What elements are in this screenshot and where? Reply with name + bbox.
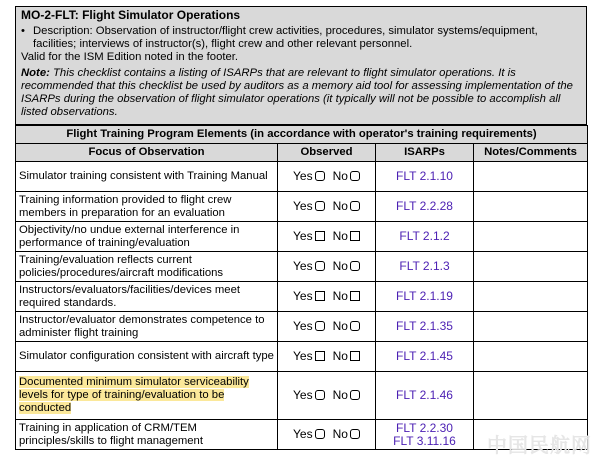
yes-label: Yes [293,289,313,303]
yes-checkbox[interactable] [315,261,325,271]
focus-text: Instructor/evaluator demonstrates competence to administer flight training [19,313,265,339]
watermark: 中国民航网 [487,435,592,457]
table-row [16,372,588,420]
yes-label: Yes [293,229,313,243]
description-text: Description: Observation of instructor/flight crew activities, procedures, simulator systems/equipment, facilities; interviews of instructor(s), flight crew and other relevant personnel. [33,25,538,50]
observed-cell [278,312,376,342]
note [21,67,581,119]
no-checkbox[interactable] [350,351,360,361]
description-item [21,25,581,51]
notes-cell[interactable] [474,372,588,420]
bullet-icon: • [21,25,25,37]
focus-cell [16,282,278,312]
no-checkbox[interactable] [350,390,360,400]
table-row [16,192,588,222]
yes-label: Yes [293,169,313,183]
column-header-focus: Focus of Observation [16,144,278,162]
yes-checkbox[interactable] [315,429,325,439]
isarp-cell [376,252,474,282]
isarp-cell [376,372,474,420]
notes-cell[interactable] [474,282,588,312]
focus-cell [16,252,278,282]
table-row [16,342,588,372]
yes-label: Yes [293,319,313,333]
focus-cell [16,420,278,450]
no-checkbox[interactable] [350,231,360,241]
observed-cell [278,420,376,450]
no-checkbox[interactable] [350,261,360,271]
yes-checkbox[interactable] [315,390,325,400]
section-title: Flight Training Program Elements (in accordance with operator's training requirements) [16,126,588,144]
note-text: This checklist contains a listing of ISARPs that are relevant to flight simulator operations. It is recommended that this checklist be used by auditors as a memory aid tool for assessing implementation of the ISARPs during the observation of flight simulator operations (it typically will not be possible to accomplish all listed observations. [21,67,573,118]
focus-text: Training/evaluation reflects current policies/procedures/aircraft modifications [19,253,224,279]
isarp-cell [376,192,474,222]
notes-cell[interactable] [474,342,588,372]
yes-checkbox[interactable] [315,171,325,181]
observed-cell [278,342,376,372]
isarp-reference[interactable]: FLT 2.2.30 FLT 3.11.16 [393,420,456,448]
yes-label: Yes [293,427,313,441]
checklist-header [15,6,587,125]
isarp-reference[interactable]: FLT 2.1.3 [399,259,450,273]
isarp-reference[interactable]: FLT 2.1.19 [396,289,453,303]
isarp-cell [376,420,474,450]
isarp-reference[interactable]: FLT 2.1.2 [399,229,450,243]
observed-cell [278,252,376,282]
isarp-reference[interactable]: FLT 2.2.28 [396,199,453,213]
no-label: No [332,199,348,213]
focus-cell [16,162,278,192]
focus-text: Simulator configuration consistent with aircraft type [19,350,274,362]
observed-cell [278,192,376,222]
yes-label: Yes [293,259,313,273]
table-row [16,252,588,282]
isarp-cell [376,312,474,342]
no-checkbox[interactable] [350,291,360,301]
focus-text: Documented minimum simulator serviceability levels for type of training/evaluation to be conducted [19,376,249,414]
notes-cell[interactable] [474,192,588,222]
yes-label: Yes [293,199,313,213]
focus-cell [16,312,278,342]
focus-text: Training in application of CRM/TEM principles/skills to flight management [19,421,203,447]
column-header-observed: Observed [278,144,376,162]
no-label: No [332,169,348,183]
focus-cell [16,372,278,420]
no-label: No [332,259,348,273]
notes-cell[interactable] [474,222,588,252]
no-label: No [332,289,348,303]
observed-cell [278,222,376,252]
no-checkbox[interactable] [350,429,360,439]
note-label: Note: [21,67,50,79]
column-header-notes: Notes/Comments [474,144,588,162]
isarp-cell [376,222,474,252]
table-row [16,312,588,342]
no-checkbox[interactable] [350,321,360,331]
no-label: No [332,427,348,441]
notes-cell[interactable] [474,252,588,282]
no-label: No [332,319,348,333]
table-row [16,162,588,192]
checklist-title: MO-2-FLT: Flight Simulator Operations [21,8,241,22]
isarp-reference[interactable]: FLT 2.1.10 [396,169,453,183]
isarp-cell [376,282,474,312]
yes-label: Yes [293,388,313,402]
focus-text: Instructors/evaluators/facilities/devices meet required standards. [19,283,241,309]
yes-label: Yes [293,349,313,363]
validity-text: Valid for the ISM Edition noted in the footer. [21,51,239,63]
isarp-reference[interactable]: FLT 2.1.35 [396,319,453,333]
no-checkbox[interactable] [350,201,360,211]
focus-cell [16,342,278,372]
isarp-cell [376,162,474,192]
notes-cell[interactable] [474,312,588,342]
focus-cell [16,222,278,252]
focus-cell [16,192,278,222]
observed-cell [278,162,376,192]
yes-checkbox[interactable] [315,231,325,241]
focus-text: Training information provided to flight crew members in preparation for an evaluation [19,193,232,219]
observation-table [15,125,588,450]
focus-text: Simulator training consistent with Training Manual [19,170,268,182]
notes-cell[interactable] [474,162,588,192]
column-header-isarps: ISARPs [376,144,474,162]
yes-checkbox[interactable] [315,201,325,211]
observed-cell [278,372,376,420]
isarp-cell [376,342,474,372]
no-label: No [332,349,348,363]
yes-checkbox[interactable] [315,321,325,331]
yes-checkbox[interactable] [315,351,325,361]
table-row [16,282,588,312]
no-label: No [332,388,348,402]
yes-checkbox[interactable] [315,291,325,301]
no-label: No [332,229,348,243]
no-checkbox[interactable] [350,171,360,181]
observed-cell [278,282,376,312]
table-row [16,222,588,252]
focus-text: Objectivity/no undue external interference in performance of training/evaluation [19,223,240,249]
isarp-reference[interactable]: FLT 2.1.45 [396,349,453,363]
isarp-reference[interactable]: FLT 2.1.46 [396,388,453,402]
